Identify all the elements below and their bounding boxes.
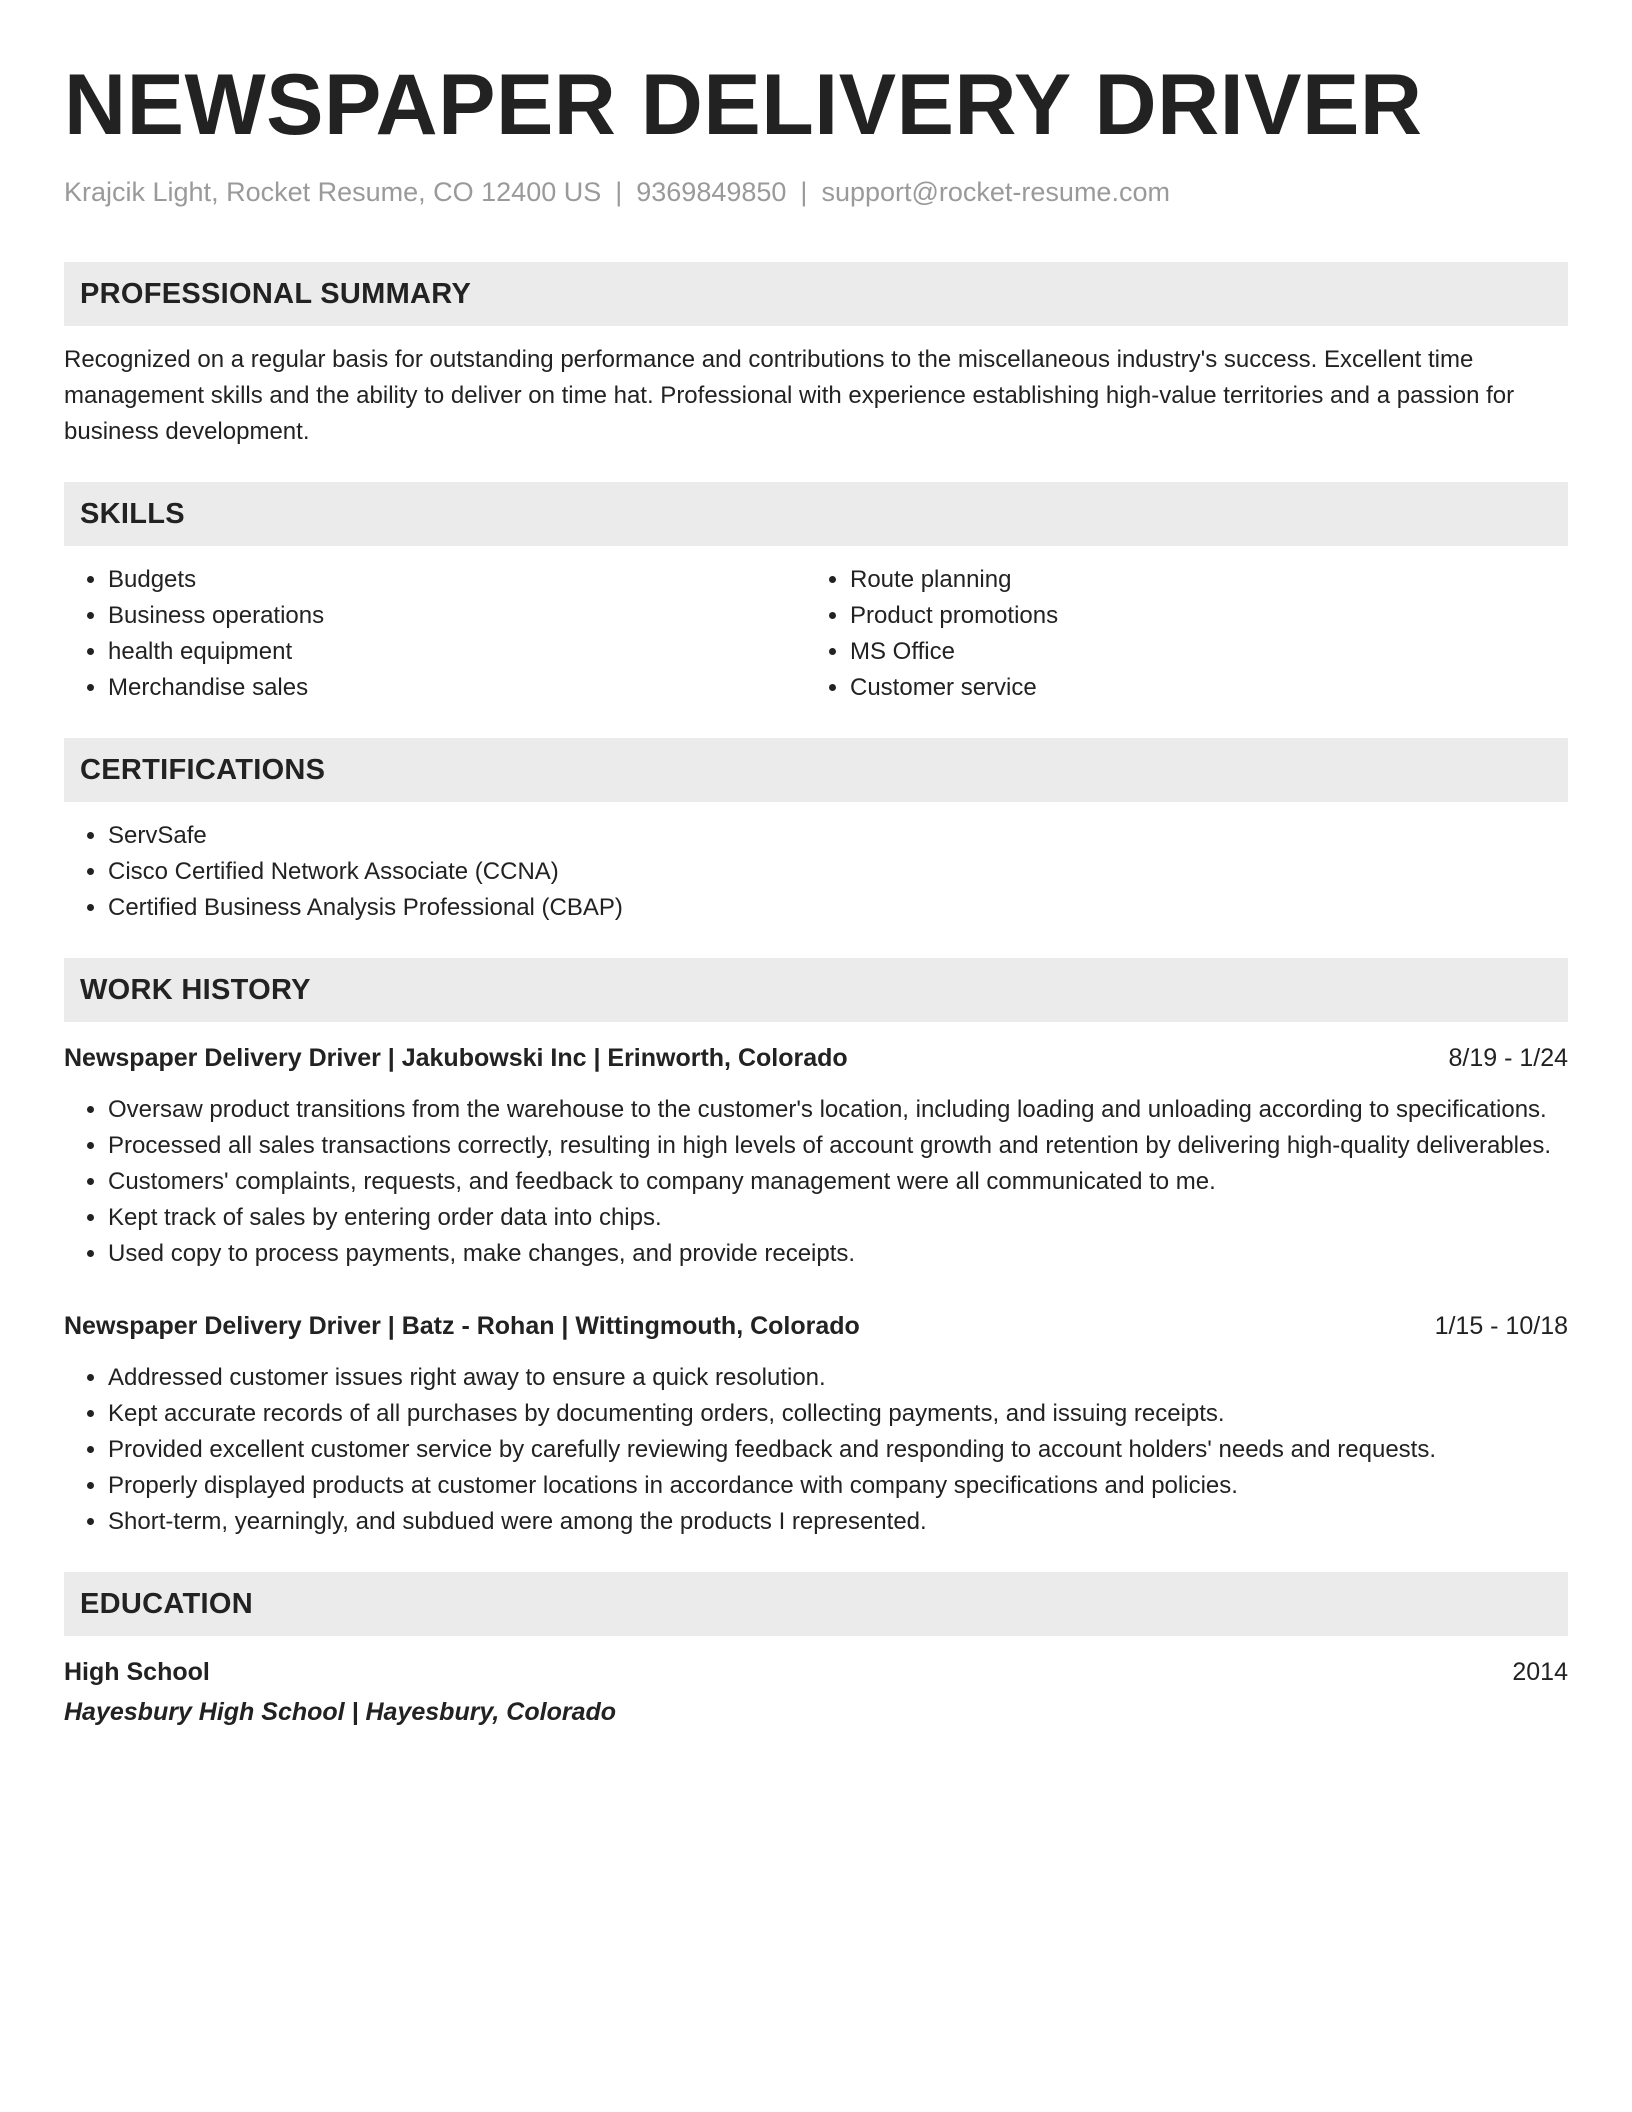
skill-item: • Product promotions bbox=[850, 598, 1548, 634]
contact-phone: 9369849850 bbox=[636, 177, 787, 207]
skill-item: • Customer service bbox=[850, 670, 1548, 706]
summary-text: Recognized on a regular basis for outstanding performance and contributions to the miscellaneous industry's success. Excellent time management skills and the ability to deliver on time hat. Professional with experience establishing high-value territories and a passion for business development. bbox=[64, 346, 1515, 445]
job-dates: 8/19 - 1/24 bbox=[1448, 1044, 1568, 1072]
job-duty-item: • Kept accurate records of all purchases by documenting orders, collecting payments, and issuing receipts. bbox=[108, 1396, 1568, 1432]
certifications-list bbox=[64, 818, 1568, 926]
section-heading-skills: SKILLS bbox=[64, 482, 1568, 546]
education-school: Hayesbury High School | Hayesbury, Colorado bbox=[64, 1698, 617, 1726]
job-duty-item: • Short-term, yearningly, and subdued were among the products I represented. bbox=[108, 1504, 1568, 1540]
education-header bbox=[64, 1654, 1568, 1690]
certification-item: • Certified Business Analysis Professional (CBAP) bbox=[108, 890, 1568, 926]
education-degree: High School bbox=[64, 1658, 210, 1686]
section-heading-summary: PROFESSIONAL SUMMARY bbox=[64, 262, 1568, 326]
job-duty-item: • Addressed customer issues right away to ensure a quick resolution. bbox=[108, 1360, 1568, 1396]
skill-item: • MS Office bbox=[850, 634, 1548, 670]
contact-separator: | bbox=[615, 177, 623, 207]
job-duties-list bbox=[64, 1092, 1568, 1272]
job-duty-item: • Oversaw product transitions from the warehouse to the customer's location, including loading and unloading according to specifications. bbox=[108, 1092, 1568, 1128]
job-header bbox=[64, 1040, 1568, 1076]
contact-separator: | bbox=[800, 177, 808, 207]
skills-column-right bbox=[806, 562, 1548, 706]
skills-grid bbox=[64, 562, 1568, 706]
job-title: Newspaper Delivery Driver | Jakubowski Inc | Erinworth, Colorado bbox=[64, 1044, 848, 1072]
job-dates: 1/15 - 10/18 bbox=[1434, 1312, 1568, 1340]
skill-item: • Budgets bbox=[108, 562, 806, 598]
certification-item: • ServSafe bbox=[108, 818, 1568, 854]
job-duty-item: • Provided excellent customer service by carefully reviewing feedback and responding to account holders' needs and requests. bbox=[108, 1432, 1568, 1468]
resume-name: NEWSPAPER DELIVERY DRIVER bbox=[64, 57, 1423, 153]
contact-email: support@rocket-resume.com bbox=[821, 177, 1170, 207]
job-duty-item: • Customers' complaints, requests, and feedback to company management were all communicated to me. bbox=[108, 1164, 1568, 1200]
skills-column-left bbox=[64, 562, 806, 706]
job-duties-list bbox=[64, 1360, 1568, 1540]
section-heading-certifications: CERTIFICATIONS bbox=[64, 738, 1568, 802]
contact-address: Krajcik Light, Rocket Resume, CO 12400 US bbox=[64, 177, 602, 207]
education-year: 2014 bbox=[1512, 1658, 1568, 1686]
job-duty-item: • Processed all sales transactions correctly, resulting in high levels of account growth and retention by delivering high-quality deliverables. bbox=[108, 1128, 1568, 1164]
skill-item: • Route planning bbox=[850, 562, 1548, 598]
job-duty-item: • Used copy to process payments, make changes, and provide receipts. bbox=[108, 1236, 1568, 1272]
skill-item: • health equipment bbox=[108, 634, 806, 670]
job-header bbox=[64, 1308, 1568, 1344]
job-title: Newspaper Delivery Driver | Batz - Rohan | Wittingmouth, Colorado bbox=[64, 1312, 860, 1340]
skill-item: • Business operations bbox=[108, 598, 806, 634]
certification-item: • Cisco Certified Network Associate (CCNA) bbox=[108, 854, 1568, 890]
section-heading-work-history: WORK HISTORY bbox=[64, 958, 1568, 1022]
contact-line bbox=[64, 174, 1568, 210]
skill-item: • Merchandise sales bbox=[108, 670, 806, 706]
section-heading-education: EDUCATION bbox=[64, 1572, 1568, 1636]
job-duty-item: • Kept track of sales by entering order data into chips. bbox=[108, 1200, 1568, 1236]
job-duty-item: • Properly displayed products at customer locations in accordance with company specifications and policies. bbox=[108, 1468, 1568, 1504]
